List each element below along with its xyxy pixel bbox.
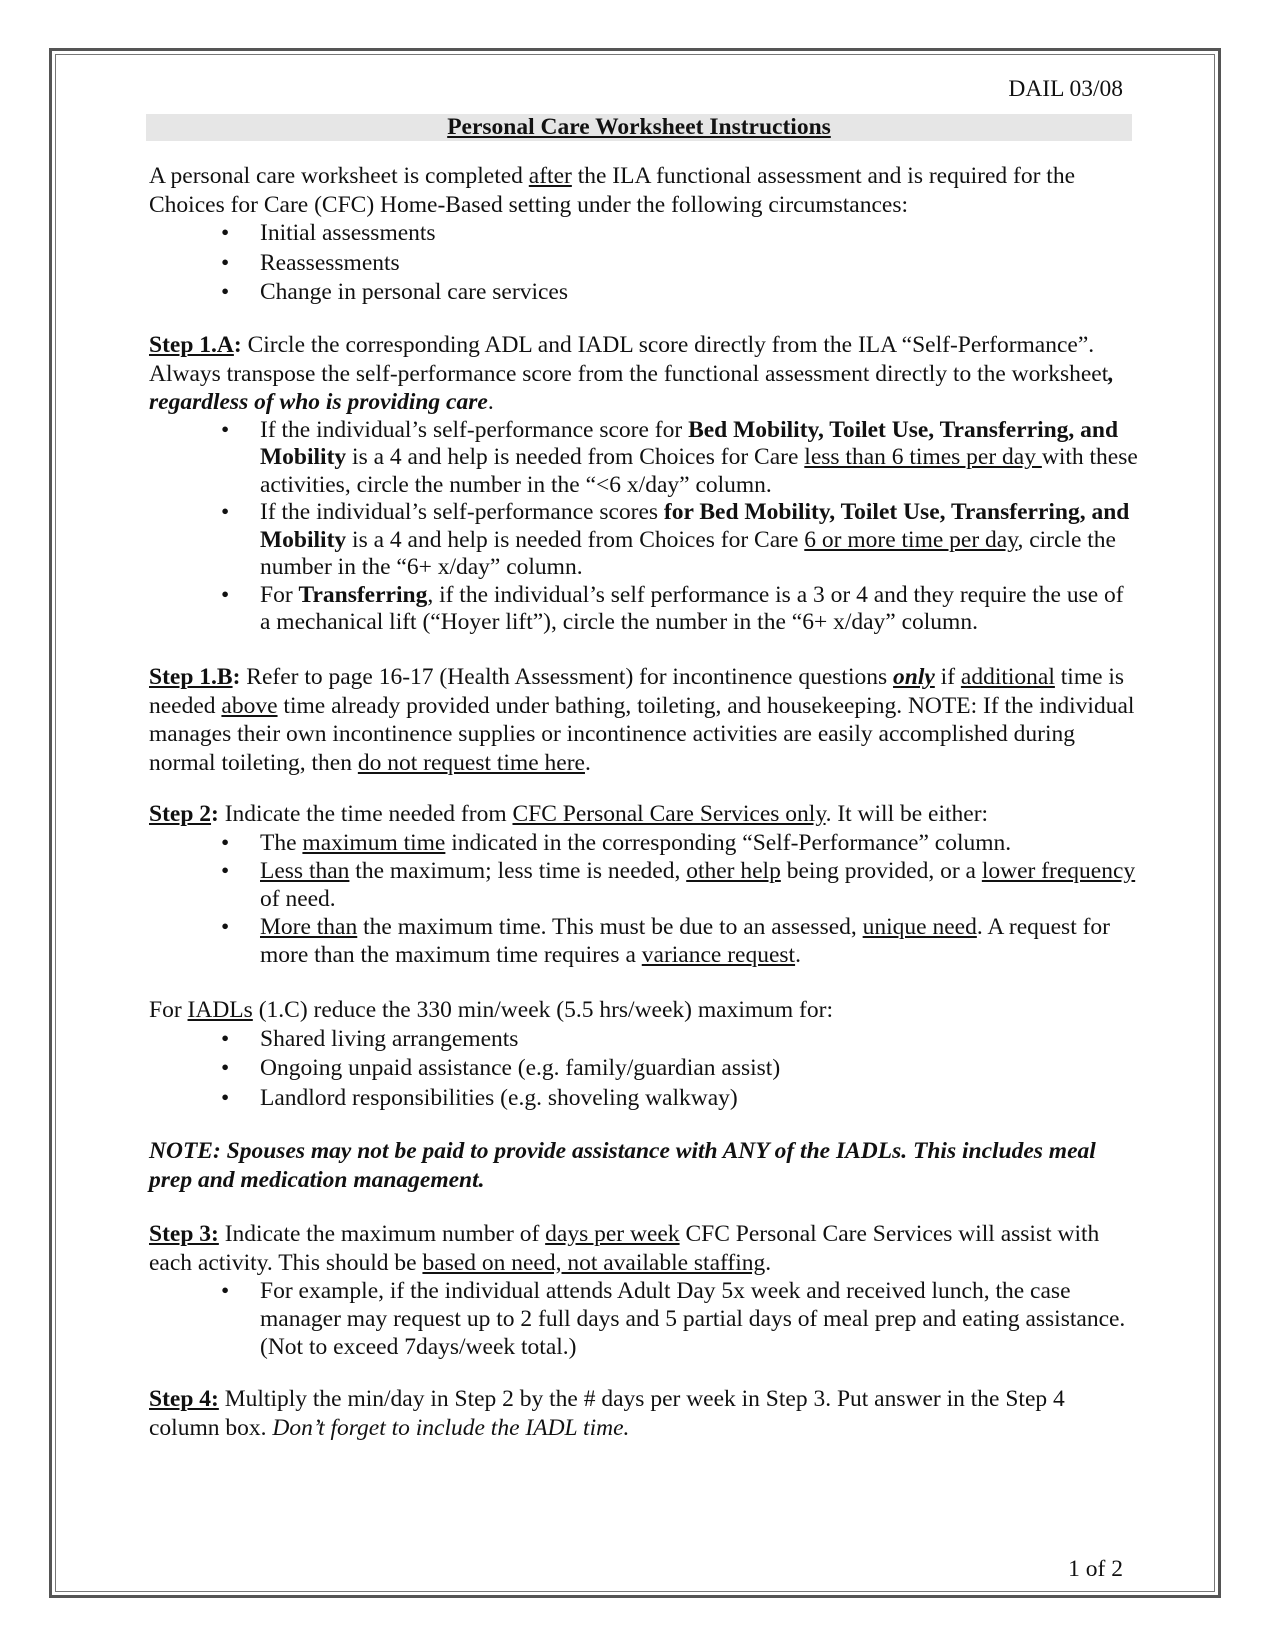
step-1b-section (149, 663, 1139, 777)
step-4-paragraph: Step 4: Multiply the min/day in Step 2 by the # days per week in Step 3. Put answer in the Step 4 column box. Don’t forget to include the IADL time. (149, 1386, 1065, 1441)
iadl-paragraph: For IADLs (1.C) reduce the 330 min/week (5.5 hrs/week) maximum for: (149, 997, 833, 1023)
list-item: • Initial assessments (149, 219, 1139, 249)
list-item: • Less than the maximum; less time is needed, other help being provided, or a lower frequency of need. (149, 857, 1139, 913)
step-1a-paragraph: Step 1.A: Circle the corresponding ADL and IADL score directly from the ILA “Self-Performance”. Always transpose the self-performance score from the functional assessment directly to the worksheet, regardless of who is providing care. (149, 332, 1115, 415)
step-1a-label: Step 1.A (149, 332, 234, 358)
page-number: 1 of 2 (1068, 1556, 1123, 1582)
step-2-label: Step 2 (149, 801, 212, 827)
step-2-paragraph: Step 2: Indicate the time needed from CFC Personal Care Services only. It will be either: (149, 801, 989, 827)
step-3-section (149, 1220, 1139, 1361)
step-1b-label: Step 1.B (149, 664, 233, 690)
list-item: • If the individual’s self-performance scores for Bed Mobility, Toilet Use, Transferring, and Mobility is a 4 and help is needed from Choices for Care 6 or more time per day, circle the number in the “6+ x/day” column. (149, 499, 1139, 582)
list-item: • Reassessments (149, 249, 1139, 279)
list-item: • Shared living arrangements (149, 1025, 1139, 1055)
intro-bullet-list (149, 219, 1139, 308)
step-2-bullet-list (149, 829, 1139, 969)
step-4-label: Step 4: (149, 1386, 219, 1412)
step-3-label: Step 3: (149, 1221, 219, 1247)
iadl-section (149, 996, 1139, 1113)
intro-section (149, 162, 1139, 308)
list-item: • More than the maximum time. This must be due to an assessed, unique need. A request for more than the maximum time requires a variance request. (149, 913, 1139, 969)
page-title: Personal Care Worksheet Instructions (447, 114, 831, 140)
spouse-note: NOTE: Spouses may not be paid to provide assistance with ANY of the IADLs. This includes meal prep and medication management. (149, 1138, 1096, 1193)
list-item: • Change in personal care services (149, 278, 1139, 308)
list-item: • If the individual’s self-performance score for Bed Mobility, Toilet Use, Transferring, and Mobility is a 4 and help is needed from Choices for Care less than 6 times per day with these activities, circle the number in the “<6 x/day” column. (149, 417, 1139, 500)
step-4-section (149, 1385, 1139, 1442)
step-3-bullet-list (149, 1277, 1139, 1361)
list-item: • For Transferring, if the individual’s self performance is a 3 or 4 and they require the use of a mechanical lift (“Hoyer lift”), circle the number in the “6+ x/day” column. (149, 582, 1139, 637)
step-3-paragraph: Step 3: Indicate the maximum number of days per week CFC Personal Care Services will assist with each activity. This should be based on need, not available staffing. (149, 1221, 1100, 1276)
list-item: • For example, if the individual attends Adult Day 5x week and received lunch, the case manager may request up to 2 full days and 5 partial days of meal prep and eating assistance. (Not to exceed 7days/week total.) (149, 1277, 1139, 1361)
step-1a-section (149, 331, 1139, 637)
step-1b-paragraph: Step 1.B: Refer to page 16-17 (Health Assessment) for incontinence questions only if additional time is needed above time already provided under bathing, toileting, and housekeeping. NOTE: If the individual manages their own incontinence supplies or incontinence activities are easily accomplished during normal toileting, then do not request time here. (149, 664, 1135, 776)
list-item: • Landlord responsibilities (e.g. shoveling walkway) (149, 1084, 1139, 1114)
step-1a-bullet-list (149, 417, 1139, 637)
spouse-note-section (149, 1137, 1139, 1194)
iadl-bullet-list (149, 1025, 1139, 1114)
page-title-bar (146, 114, 1132, 141)
list-item: • Ongoing unpaid assistance (e.g. family/guardian assist) (149, 1054, 1139, 1084)
intro-paragraph: A personal care worksheet is completed after the ILA functional assessment and is required for the Choices for Care (CFC) Home-Based setting under the following circumstances: (149, 163, 1075, 218)
list-item: • The maximum time indicated in the corresponding “Self-Performance” column. (149, 829, 1139, 857)
document-code: DAIL 03/08 (1008, 76, 1123, 102)
step-2-section (149, 800, 1139, 969)
